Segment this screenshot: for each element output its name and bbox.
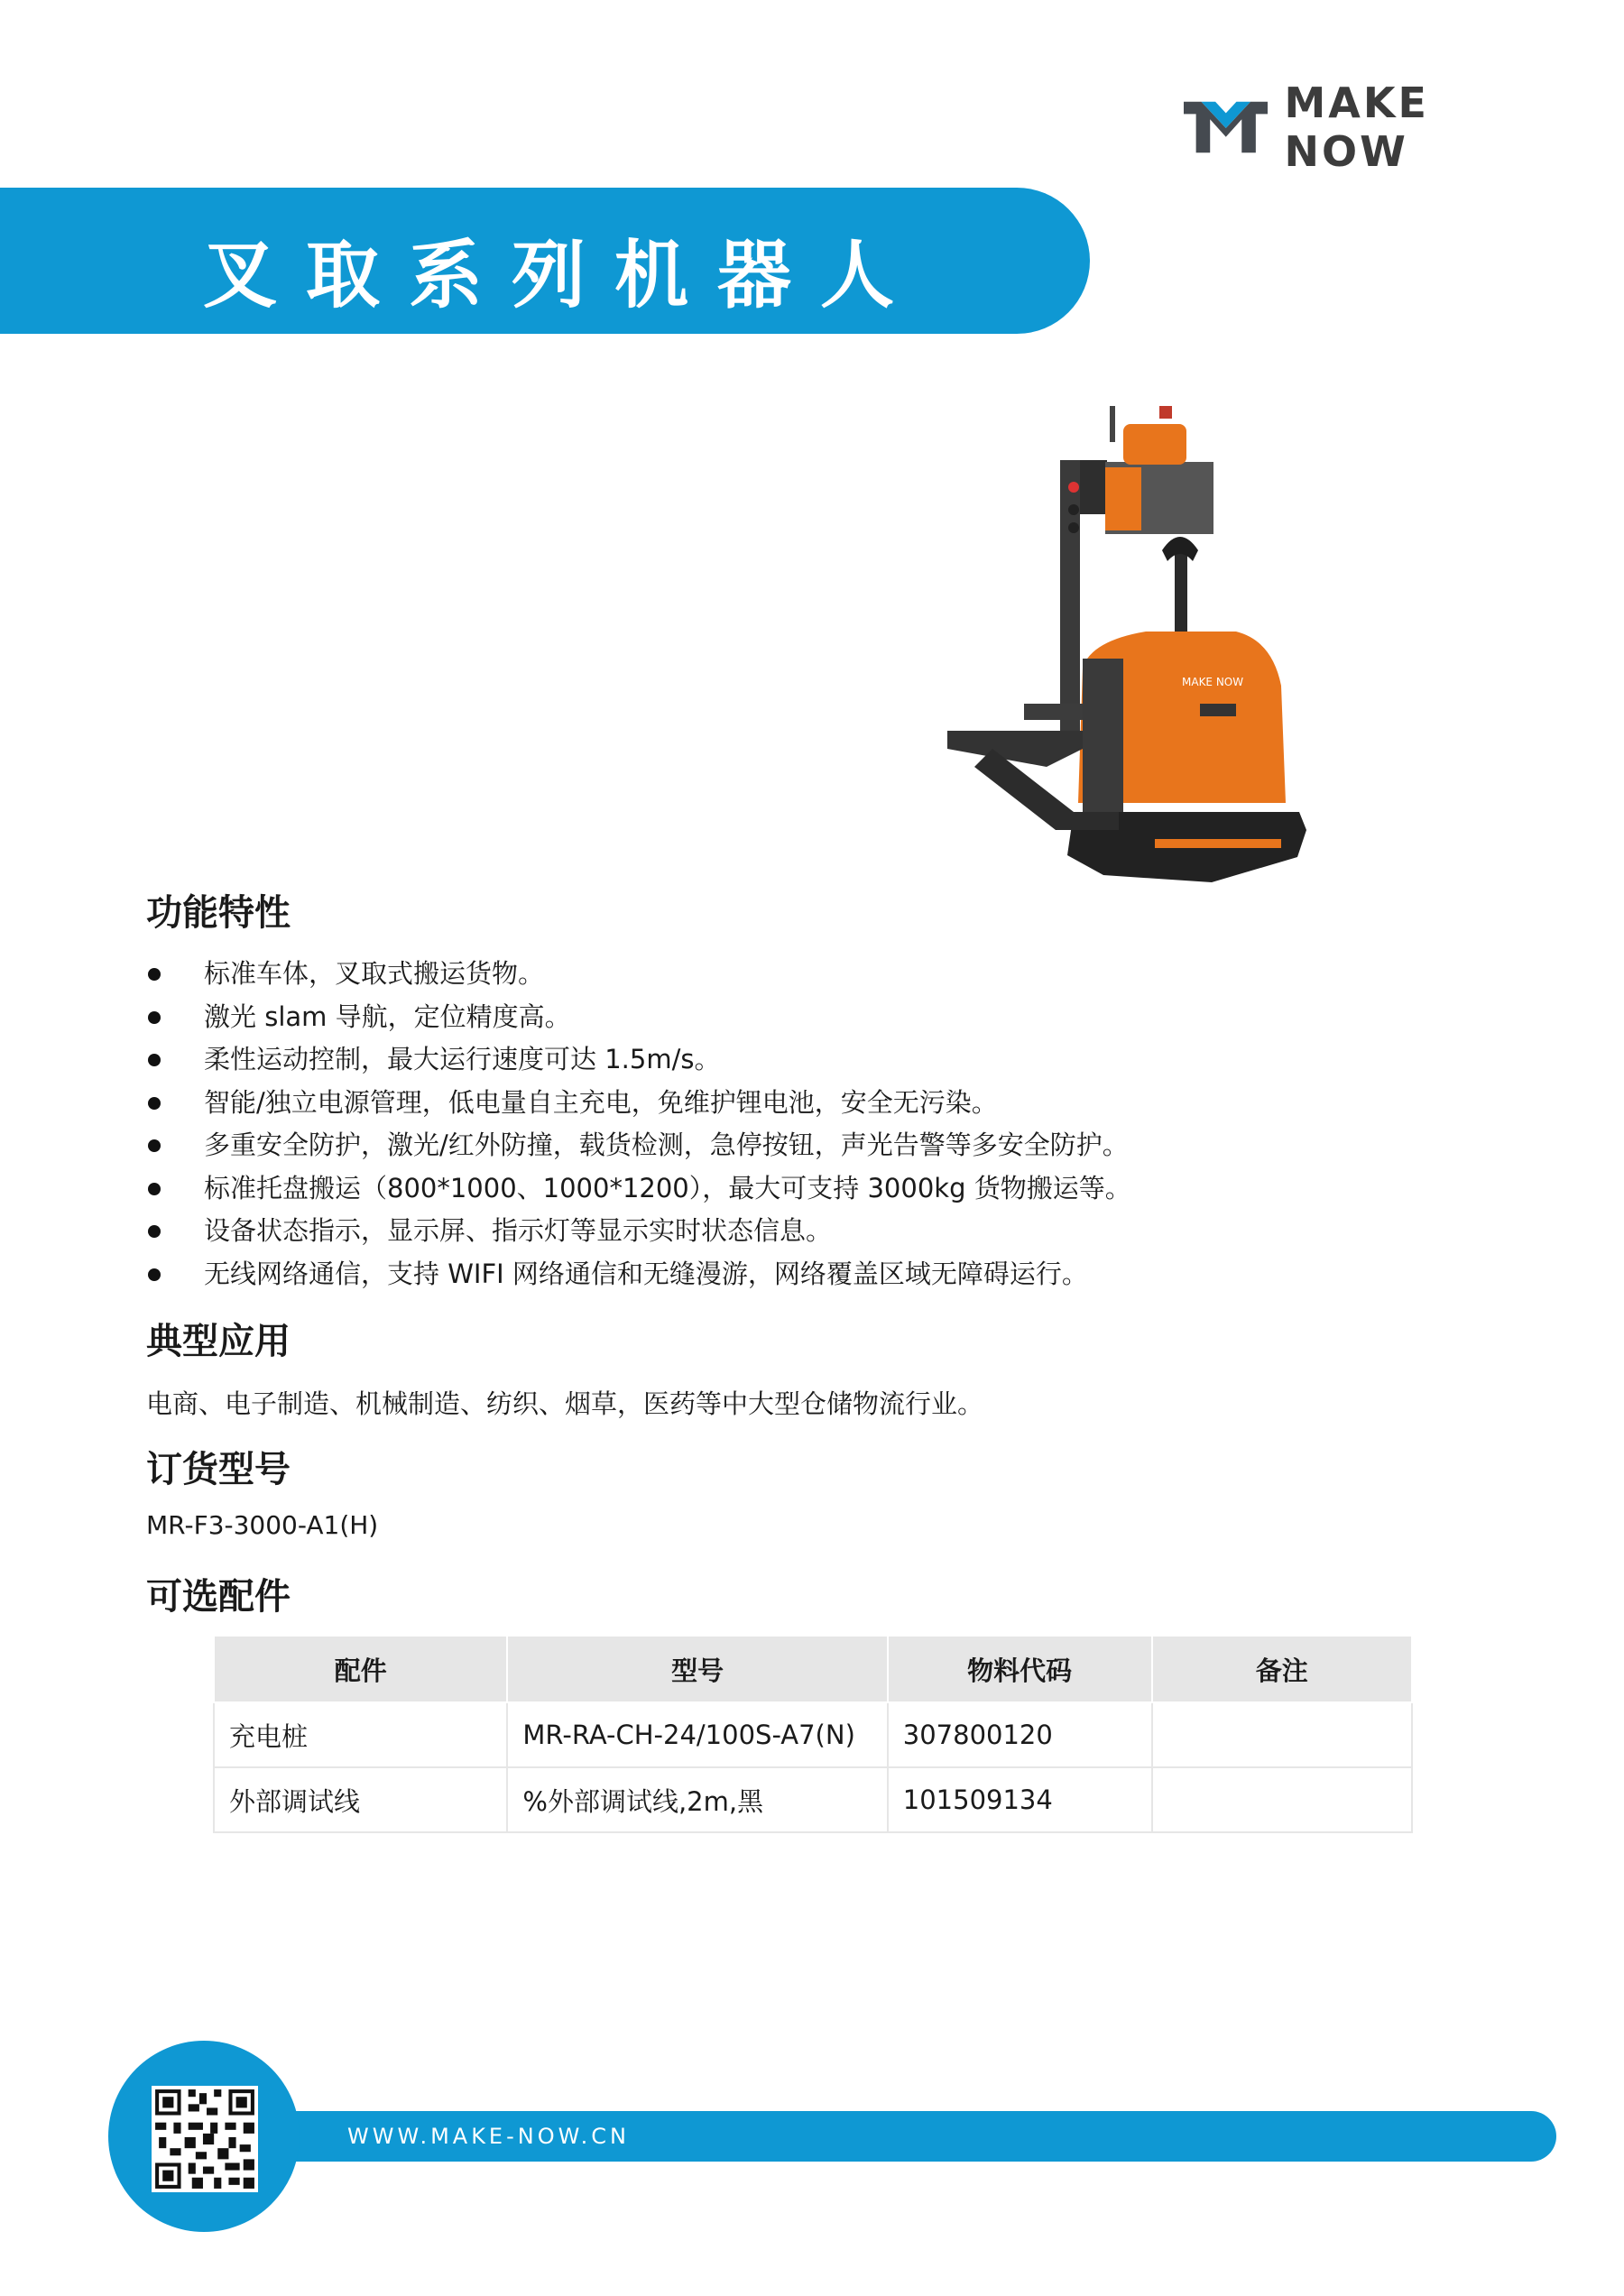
table-cell: [1152, 1702, 1412, 1767]
column-header: 物料代码: [888, 1636, 1152, 1702]
applications-text: 电商、电子制造、机械制造、纺织、烟草，医药等中大型仓储物流行业。: [146, 1388, 984, 1419]
feature-text: 多重安全防护，激光/红外防撞，载货检测，急停按钮，声光告警等多安全防护。: [204, 1130, 1129, 1160]
feature-text: 无线网络通信，支持 WIFI 网络通信和无缝漫游，网络覆盖区域无障碍运行。: [204, 1258, 1088, 1289]
feature-text: 智能/独立电源管理，低电量自主充电，免维护锂电池，安全无污染。: [204, 1086, 998, 1118]
list-item: [146, 953, 1499, 996]
bullet-icon: [148, 1268, 161, 1281]
bullet-icon: [148, 1054, 161, 1066]
brand-name: MAKE NOW: [1284, 78, 1429, 176]
brand-logo: [1184, 78, 1563, 176]
table-cell: 充电桩: [214, 1702, 507, 1767]
table-cell: MR-RA-CH-24/100S-A7(N): [507, 1702, 887, 1767]
table-cell: 307800120: [888, 1702, 1152, 1767]
bullet-icon: [148, 1011, 161, 1024]
title-banner: [0, 188, 1090, 334]
applications-heading: 典型应用: [146, 1321, 291, 1362]
feature-text: 标准托盘搬运（800*1000、1000*1200），最大可支持 3000kg 货物搬运等。: [204, 1172, 1131, 1203]
footer-url-link[interactable]: WWW.MAKE-NOW.CN: [347, 2124, 630, 2149]
make-now-m-logo-icon: [1184, 97, 1268, 157]
feature-text: 柔性运动控制，最大运行速度可达 1.5m/s。: [204, 1044, 721, 1074]
accessories-heading: 可选配件: [146, 1576, 291, 1618]
table-row: [214, 1702, 1412, 1767]
feature-list: [146, 953, 1499, 1296]
order-model-heading: 订货型号: [146, 1449, 291, 1490]
table-header-row: [214, 1636, 1412, 1702]
feature-text: 激光 slam 导航，定位精度高。: [204, 1000, 571, 1032]
table-cell: 外部调试线: [214, 1767, 507, 1832]
order-model-text: MR-F3-3000-A1(H): [146, 1510, 379, 1540]
list-item: [146, 1038, 1499, 1082]
list-item: [146, 1167, 1499, 1211]
forklift-robot-illustration-icon: [938, 388, 1326, 893]
list-item: [146, 1124, 1499, 1167]
bullet-icon: [148, 1225, 161, 1238]
list-item: [146, 996, 1499, 1039]
page-title: 叉取系列机器人: [203, 233, 924, 318]
bullet-icon: [148, 1097, 161, 1110]
features-heading: 功能特性: [146, 892, 291, 934]
column-header: 备注: [1152, 1636, 1412, 1702]
qr-code-icon[interactable]: [152, 2086, 258, 2192]
feature-text: 标准车体，叉取式搬运货物。: [204, 958, 545, 989]
accessories-table: [213, 1635, 1413, 1833]
column-header: 配件: [214, 1636, 507, 1702]
table-row: [214, 1767, 1412, 1832]
bullet-icon: [148, 1139, 161, 1152]
table-cell: 101509134: [888, 1767, 1152, 1832]
list-item: [146, 1082, 1499, 1125]
table-cell: [1152, 1767, 1412, 1832]
svg-text:MAKE NOW: MAKE NOW: [1182, 676, 1244, 688]
column-header: 型号: [507, 1636, 887, 1702]
bullet-icon: [148, 1183, 161, 1195]
bullet-icon: [148, 968, 161, 981]
list-item: [146, 1253, 1499, 1296]
feature-text: 设备状态指示，显示屏、指示灯等显示实时状态信息。: [204, 1215, 833, 1246]
list-item: [146, 1210, 1499, 1253]
table-cell: %外部调试线,2m,黑: [507, 1767, 887, 1832]
